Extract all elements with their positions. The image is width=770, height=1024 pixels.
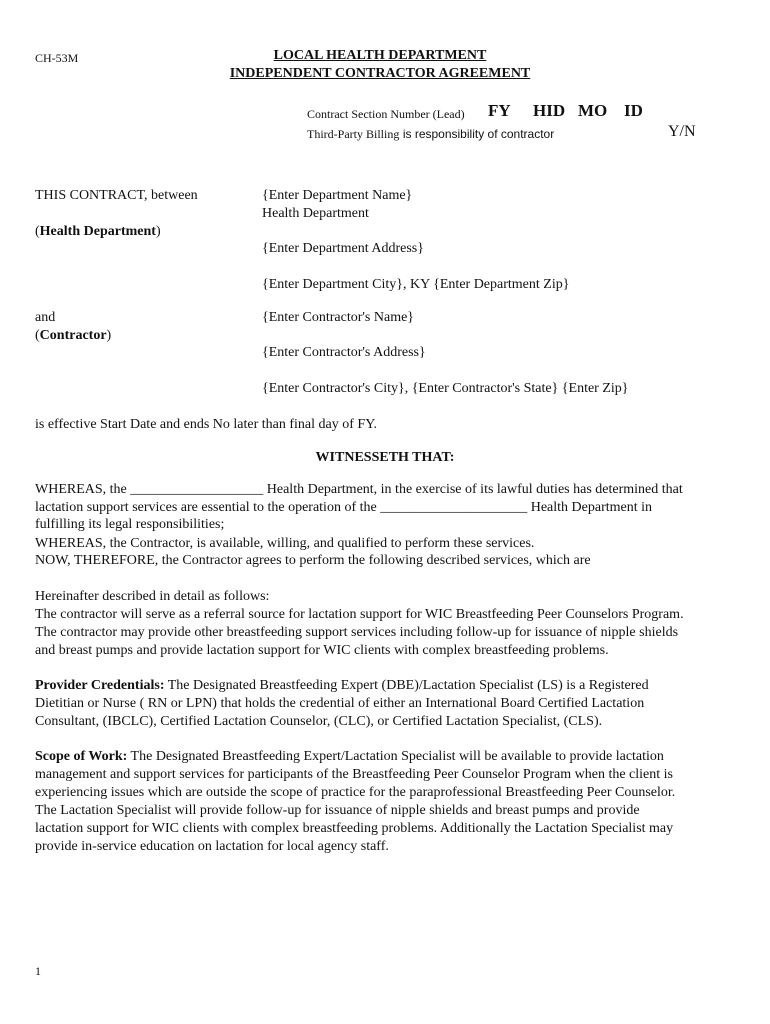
document-title — [0, 47, 760, 83]
paren-open: ( — [35, 224, 40, 239]
whereas2: WHEREAS, the Contractor, is available, willing, and qualified to perform these services. — [35, 536, 535, 551]
services-line3: and breast pumps and provide lactation support for WIC clients with complex breastfeeding problems. — [35, 643, 609, 658]
whereas1-line2: lactation support services are essential to the operation of the _____________________ Health Department in — [35, 500, 653, 515]
scope-line3: experiencing issues which are outside the scope of practice for the paraprofessional Breastfeeding Peer Counselor. — [35, 785, 676, 800]
scope-line6: provide in-service education on lactation for local agency staff. — [35, 839, 389, 854]
third-party-billing — [307, 125, 554, 144]
scope-line2: management and support services for participants of the Breastfeeding Peer Counselor Program when the client is — [35, 767, 673, 782]
health-dept-role — [35, 223, 161, 241]
contract-section-label: Contract Section Number (Lead) — [307, 107, 465, 121]
credentials-line2: Dietitian or Nurse ( RN or LPN) that holds the credential of either an International Board Certified Lactation — [35, 696, 645, 711]
whereas1-line3: fulfilling its legal responsibilities; — [35, 517, 225, 532]
hereinafter: Hereinafter described in detail as follows: — [35, 589, 270, 604]
this-contract-label: THIS CONTRACT, between — [35, 188, 198, 203]
contractor-address-field: {Enter Contractor's Address} — [262, 345, 426, 360]
fy-label: FY — [488, 101, 511, 120]
credentials-line3: Consultant, (IBCLC), Certified Lactation Counselor, (CLC), or Certified Lactation Specialist, (CLS). — [35, 714, 603, 729]
dept-city-field: {Enter Department City}, KY {Enter Department Zip} — [262, 277, 570, 292]
title-line-2: INDEPENDENT CONTRACTOR AGREEMENT — [229, 66, 531, 81]
third-party-label: Third-Party Billing — [307, 127, 400, 141]
scope-line4: The Lactation Specialist will provide follow-up for issuance of nipple shields and breast pumps and provide — [35, 803, 640, 818]
services-line1: The contractor will serve as a referral source for lactation support for WIC Breastfeeding Peer Counselors Program. — [35, 607, 684, 622]
dept-name-field: {Enter Department Name} — [262, 188, 413, 203]
paren-close: ) — [155, 224, 161, 239]
scope-line1 — [35, 748, 664, 766]
scope-line5: lactation support for WIC clients with complex breastfeeding problems. Additionally the Lactation Specialist may — [35, 821, 674, 836]
contractor-role — [35, 327, 111, 345]
scope-label: Scope of Work: — [35, 749, 128, 764]
page-number: 1 — [35, 964, 41, 978]
whereas1-line1: WHEREAS, the ___________________ Health Department, in the exercise of its lawful duties has determined that — [35, 482, 683, 497]
services-line2: The contractor may provide other breastfeeding support services including follow-up for issuance of nipple shields — [35, 625, 679, 640]
title-line-1: LOCAL HEALTH DEPARTMENT — [273, 48, 487, 63]
effective-dates: is effective Start Date and ends No later than final day of FY. — [35, 417, 377, 432]
credentials-text: The Designated Breastfeeding Expert (DBE)/Lactation Specialist (LS) is a Registered — [164, 678, 649, 693]
credentials-line1 — [35, 677, 649, 695]
now-therefore: NOW, THEREFORE, the Contractor agrees to perform the following described services, which are — [35, 553, 591, 568]
scope-text: The Designated Breastfeeding Expert/Lactation Specialist will be available to provide lactation — [127, 749, 664, 764]
and-label: and — [35, 310, 56, 325]
yn-field: Y/N — [668, 123, 696, 140]
third-party-text: is responsibility of contractor — [402, 127, 555, 141]
paren-close: ) — [106, 328, 112, 343]
mo-label: MO — [578, 101, 608, 120]
credentials-label: Provider Credentials: — [35, 678, 165, 693]
contractor-name-field: {Enter Contractor's Name} — [262, 310, 415, 325]
dept-name-sub: Health Department — [262, 206, 369, 221]
paren-open: ( — [35, 328, 40, 343]
form-code: CH-53M — [35, 51, 79, 65]
contractor-label: Contractor — [39, 328, 107, 343]
id-label: ID — [624, 101, 643, 120]
dept-address-field: {Enter Department Address} — [262, 241, 424, 256]
health-dept-label: Health Department — [39, 224, 156, 239]
contractor-city-field: {Enter Contractor's City}, {Enter Contractor's State} {Enter Zip} — [262, 381, 629, 396]
witnesseth-heading: WITNESSETH THAT: — [315, 450, 455, 465]
hid-label: HID — [533, 101, 566, 120]
